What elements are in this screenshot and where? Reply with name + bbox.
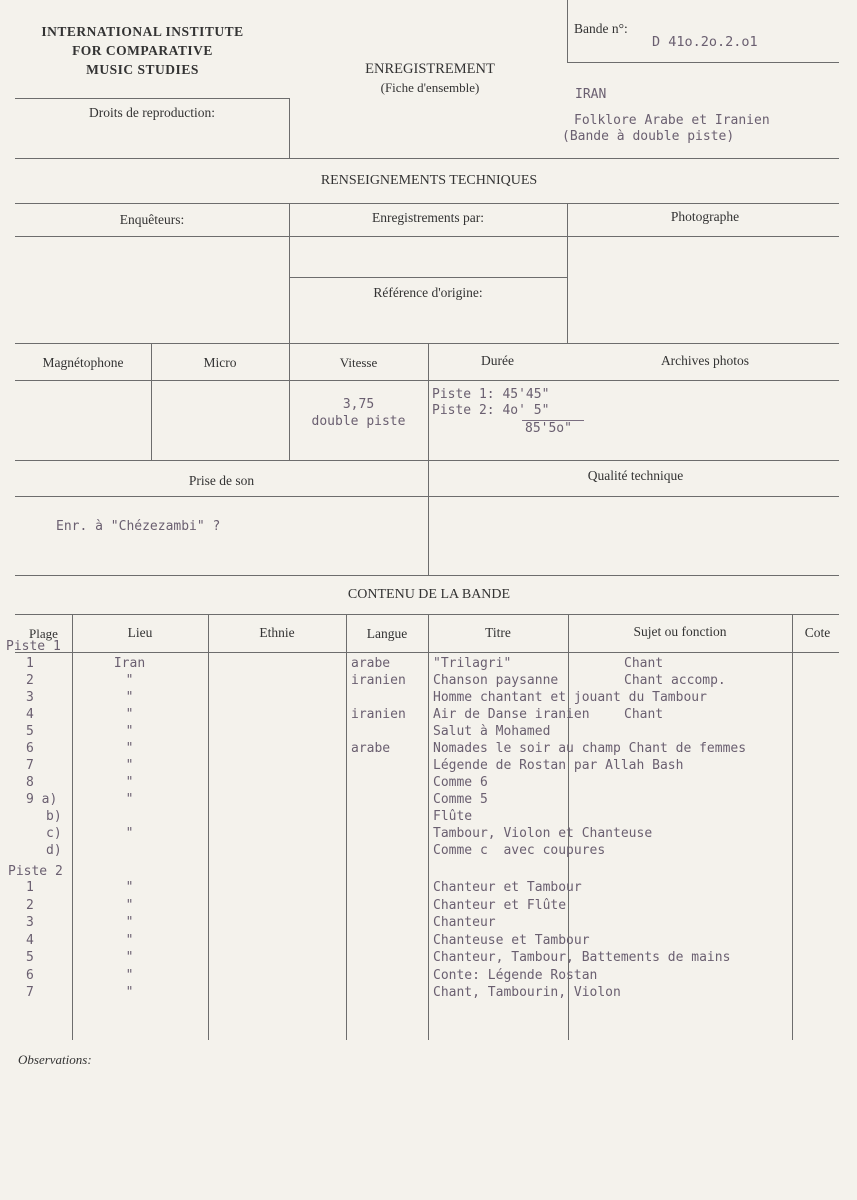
lieu-cell: " [125, 724, 134, 739]
archives-label: Archives photos [660, 353, 750, 368]
collection-subtitle: (Bande à double piste) [562, 129, 735, 144]
lieu-cell: " [125, 880, 134, 895]
enqueteurs-label: Enquêteurs: [119, 212, 185, 227]
plage-cell: 4 [26, 932, 34, 948]
reference-label: Référence d'origine: [373, 285, 483, 300]
plage-cell: 2 [26, 897, 34, 913]
lieu-cell: " [125, 967, 134, 983]
plage-cell: 5 [26, 950, 34, 965]
titre-cell: Comme c avec coupures [433, 843, 606, 858]
titre-cell: Tambour, Violon et Chanteuse [433, 826, 653, 841]
table-row [0, 672, 857, 689]
contents-section-title: CONTENU DE LA BANDE [347, 587, 511, 602]
plage-cell: b) [46, 809, 62, 824]
piste-1-label: Piste 1 [6, 639, 61, 654]
titre-cell: Comme 6 [433, 775, 488, 790]
langue-cell: iranien [351, 707, 406, 722]
table-row [0, 949, 857, 966]
titre-cell: Chanteur et Flûte [433, 897, 567, 913]
col-ethnie: Ethnie [259, 625, 295, 640]
bande-number: D 41o.2o.2.o1 [652, 34, 758, 50]
lieu-cell: " [125, 673, 134, 688]
titre-cell: Conte: Légende Rostan [433, 967, 598, 983]
titre-cell: Comme 5 [433, 792, 488, 807]
vitesse-mode: double piste [311, 414, 406, 429]
duree-label: Durée [481, 353, 514, 368]
duree-total: 85'5o" [525, 421, 572, 436]
langue-cell: arabe [351, 741, 391, 756]
sujet-cell: Chant accomp. [624, 673, 726, 688]
duree-piste-2: Piste 2: 4o' 5" [432, 403, 550, 418]
country: IRAN [575, 87, 607, 102]
titre-cell: Nomades le soir au champ Chant de femmes [433, 741, 747, 756]
lieu-cell: " [125, 690, 134, 705]
col-lieu: Lieu [127, 625, 153, 640]
table-row [0, 774, 857, 791]
plage-cell: 3 [26, 915, 34, 930]
plage-cell: 6 [26, 741, 34, 756]
col-plage: Plage [29, 626, 58, 641]
plage-cell: 1 [26, 656, 34, 671]
col-sujet: Sujet ou fonction [633, 624, 727, 639]
enregistrements-par-label: Enregistrements par: [371, 210, 485, 225]
prise-de-son-value: Enr. à "Chézezambi" ? [56, 519, 221, 534]
institute-line-1: INTERNATIONAL INSTITUTE [41, 24, 244, 39]
table-row [0, 914, 857, 931]
table-row [0, 808, 857, 825]
bande-label: Bande n°: [574, 21, 628, 36]
micro-label: Micro [203, 355, 237, 370]
langue-cell: arabe [351, 656, 391, 671]
plage-cell: 7 [26, 758, 34, 773]
collection-title: Folklore Arabe et Iranien [574, 113, 770, 128]
table-row [0, 825, 857, 842]
lieu-cell: " [125, 775, 134, 790]
col-cote: Cote [804, 625, 831, 640]
sujet-cell: Chant [624, 656, 664, 671]
lieu-cell: " [125, 826, 134, 841]
lieu-cell: " [125, 707, 134, 722]
titre-cell: Chanteuse et Tambour [433, 932, 590, 948]
tech-section-title: RENSEIGNEMENTS TECHNIQUES [320, 173, 538, 188]
titre-cell: Chanteur et Tambour [433, 880, 582, 895]
plage-cell: 1 [26, 880, 34, 895]
titre-cell: Chanteur, Tambour, Battements de mains [433, 950, 731, 965]
table-row [0, 984, 857, 1001]
table-row [0, 723, 857, 740]
lieu-cell: " [125, 932, 134, 948]
table-row [0, 655, 857, 672]
table-row [0, 706, 857, 723]
photographe-label: Photographe [670, 209, 740, 224]
table-row [0, 689, 857, 706]
plage-cell: d) [46, 843, 62, 858]
magnetophone-label: Magnétophone [42, 355, 124, 370]
plage-cell: 7 [26, 985, 34, 1000]
titre-cell: Chanteur [433, 915, 496, 930]
langue-cell: iranien [351, 673, 406, 688]
form-title: ENREGISTREMENT [365, 61, 495, 77]
titre-cell: Salut à Mohamed [433, 724, 551, 739]
institute-line-2: FOR COMPARATIVE [72, 43, 213, 58]
table-row [0, 967, 857, 984]
institute-line-3: MUSIC STUDIES [86, 62, 199, 77]
table-row [0, 932, 857, 949]
titre-cell: Air de Danse iranien [433, 707, 590, 722]
lieu-cell: " [125, 915, 134, 930]
plage-cell: 8 [26, 775, 34, 790]
plage-cell: 4 [26, 707, 34, 722]
lieu-cell: Iran [113, 656, 146, 671]
plage-cell: 6 [26, 967, 34, 983]
table-row [0, 740, 857, 757]
plage-cell: 9 a) [26, 792, 58, 807]
vitesse-value: 3,75 [342, 397, 375, 412]
duree-piste-1: Piste 1: 45'45" [432, 387, 550, 402]
institute-name [10, 22, 275, 79]
table-row [0, 791, 857, 808]
form-subtitle: (Fiche d'ensemble) [380, 80, 480, 95]
titre-cell: Homme chantant et jouant du Tambour [433, 690, 707, 705]
table-row [0, 879, 857, 896]
lieu-cell: " [125, 897, 134, 913]
table-row [0, 757, 857, 774]
col-langue: Langue [366, 626, 408, 641]
plage-cell: 3 [26, 690, 34, 705]
plage-cell: c) [46, 826, 62, 841]
observations-label: Observations: [18, 1052, 92, 1067]
lieu-cell: " [125, 985, 134, 1000]
titre-cell: Flûte [433, 809, 473, 824]
droits-label: Droits de reproduction: [89, 105, 215, 120]
table-row [0, 897, 857, 914]
sujet-cell: Chant [624, 707, 664, 722]
piste-2-label: Piste 2 [8, 864, 63, 879]
titre-cell: Chanson paysanne [433, 673, 559, 688]
vitesse-label: Vitesse [339, 355, 378, 370]
lieu-cell: " [125, 950, 134, 965]
lieu-cell: " [125, 741, 134, 756]
titre-cell: Légende de Rostan par Allah Bash [433, 758, 684, 773]
lieu-cell: " [125, 792, 134, 807]
qualite-label: Qualité technique [587, 468, 684, 483]
col-titre: Titre [485, 625, 511, 640]
plage-cell: 2 [26, 673, 34, 688]
lieu-cell: " [125, 758, 134, 773]
table-row [0, 842, 857, 859]
plage-cell: 5 [26, 724, 34, 739]
titre-cell: "Trilagri" [433, 656, 512, 671]
prise-de-son-label: Prise de son [188, 473, 255, 488]
titre-cell: Chant, Tambourin, Violon [433, 985, 621, 1000]
